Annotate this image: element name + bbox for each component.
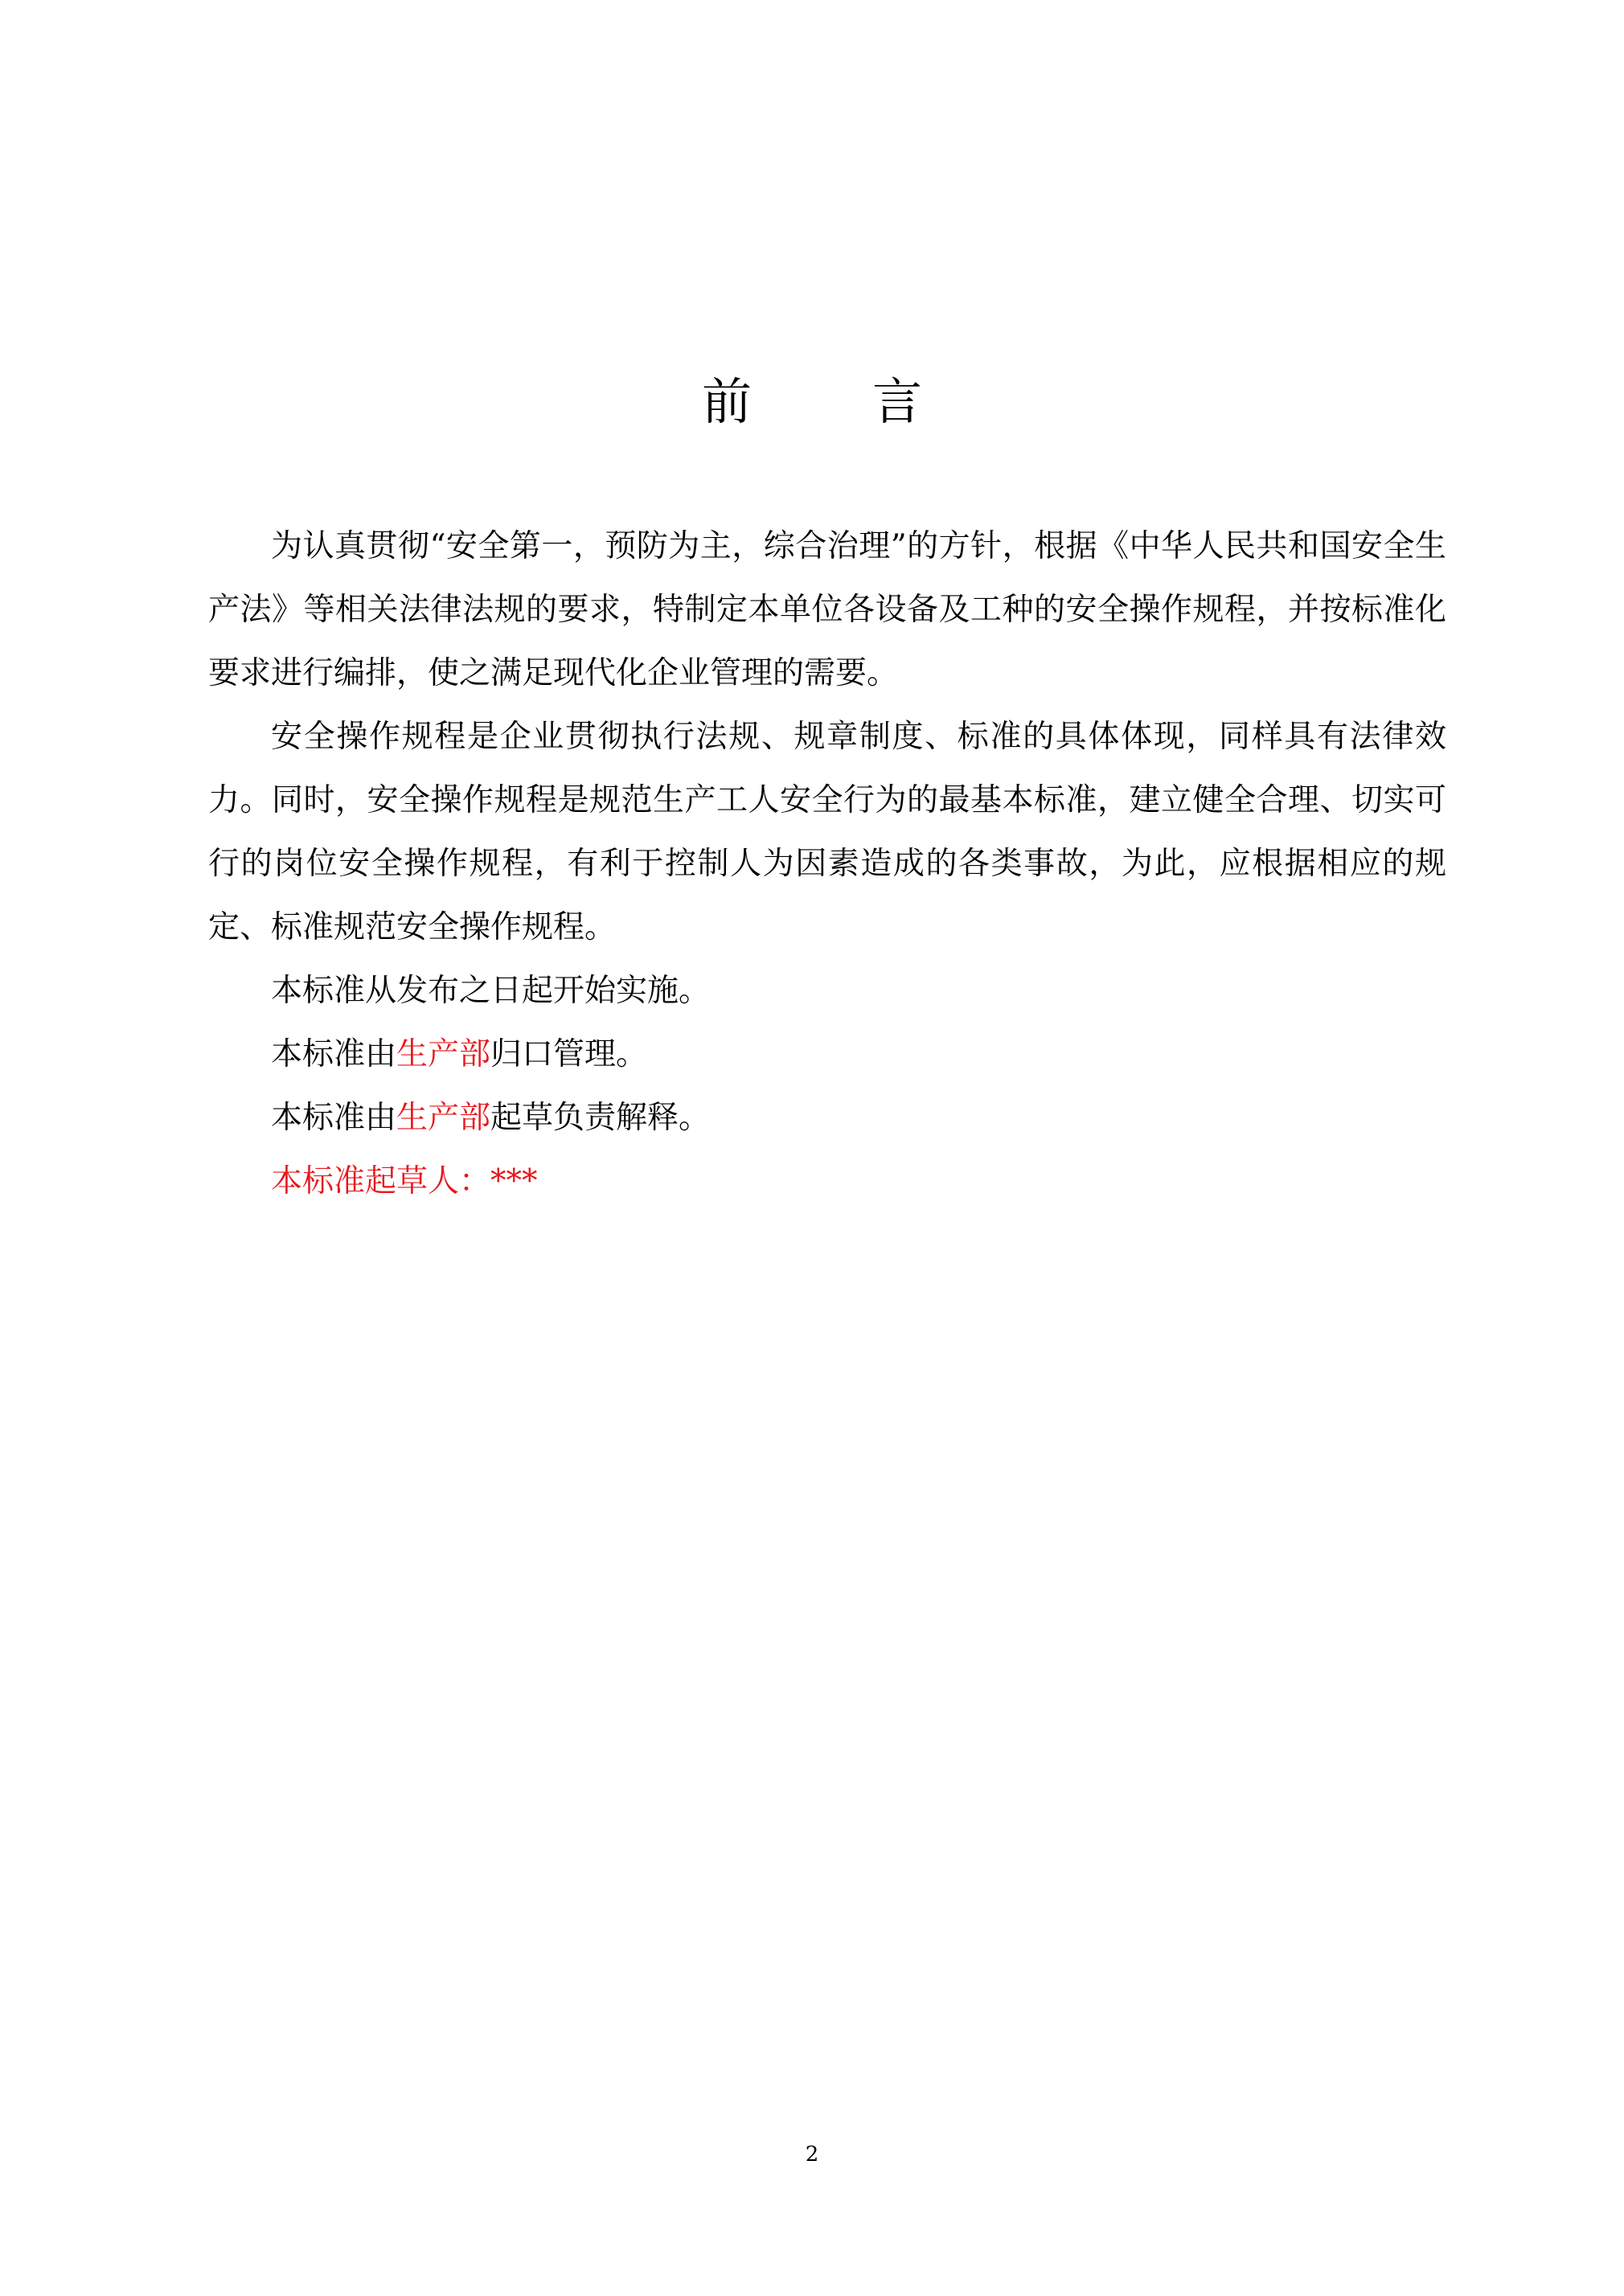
- interpretation-department: 生产部: [396, 1100, 491, 1136]
- interpretation-prefix: 本标准由: [271, 1100, 397, 1136]
- title-char-1: 前: [701, 372, 752, 431]
- paragraph-management: [208, 1023, 1446, 1086]
- page-title: [0, 370, 1624, 434]
- paragraph-drafter: 本标准起草人：***: [271, 1163, 538, 1199]
- interpretation-suffix: 起草负责解释。: [490, 1100, 711, 1136]
- management-suffix: 归口管理。: [490, 1036, 648, 1072]
- paragraph-purpose: 为认真贯彻“安全第一，预防为主，综合治理”的方针，根据《中华人民共和国安全生产法》等相关法律法规的要求，特制定本单位各设备及工种的安全操作规程，并按标准化要求进行编排，使之满足现代化企业管理的需要。: [208, 528, 1446, 691]
- document-body: [208, 515, 1446, 1213]
- paragraph-effective-date: 本标准从发布之日起开始实施。: [271, 973, 711, 1009]
- page-number: 2: [805, 2142, 819, 2167]
- management-department: 生产部: [396, 1036, 491, 1072]
- paragraph-interpretation: [208, 1086, 1446, 1150]
- title-char-2: 言: [872, 372, 923, 431]
- paragraph-significance: 安全操作规程是企业贯彻执行法规、规章制度、标准的具体体现，同样具有法律效力。同时，安全操作规程是规范生产工人安全行为的最基本标准，建立健全合理、切实可行的岗位安全操作规程，有利于控制人为因素造成的各类事故，为此，应根据相应的规定、标准规范安全操作规程。: [208, 719, 1446, 945]
- management-prefix: 本标准由: [271, 1036, 397, 1072]
